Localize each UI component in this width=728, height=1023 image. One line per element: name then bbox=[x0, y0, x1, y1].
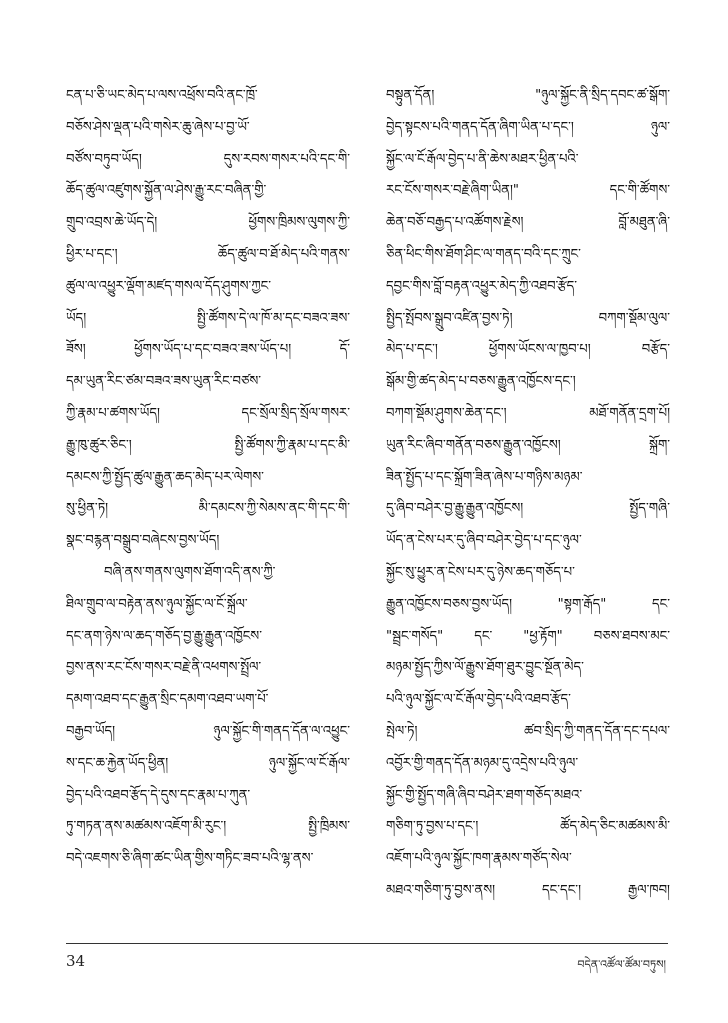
text-line: ཡུན་རིང་ཞིབ་གནོན་བཅས་རྒྱུན་འཁྱོངས། སྐྲོག་ bbox=[386, 437, 670, 453]
text-line: ཟིན་སྤྱོད་པ་དང་སྐྲོག་ཟིན་ཞེས་པ་གཉིས་མཉམ་ bbox=[386, 469, 583, 485]
footer-divider bbox=[66, 943, 668, 944]
text-line: "སྦྲང་གསོད" དང་ "ཕྱ་རྟོག" བཅས་ཐབས་མང་ bbox=[386, 628, 670, 644]
text-line: བརྒྱབ་ཡོད། ཉུལ་སྐྱོང་གི་གནད་དོན་ལ་འཕྱུང་ bbox=[66, 723, 350, 739]
text-line: ཐིལ་གྲུབ་ལ་བརྟེན་ནས་ཉུལ་སྐྱོང་ལ་ངོ་སྐྲོལ་ bbox=[66, 596, 248, 612]
text-line: ཆེན་བཅོ་བརྒྱད་པ་འཚོགས་རྗེས། བློ་མཐུན་ཞི་ bbox=[386, 215, 670, 231]
text-line: བཀག་སྡོམ་ཤུགས་ཆེན་དང་། མཐོ་གནོན་དྲག་པོ། bbox=[386, 405, 670, 421]
text-line: རང་ངོས་གསར་བརྗེ་ཞིག་ཡིན།" དང་གི་ཚོགས་ bbox=[386, 183, 670, 199]
text-line: མཉམ་སྤྱོད་ཀྱིས་ལོ་རྒྱུས་ཐོག་ཐུར་བྱུང་སྔོན་མེད་ bbox=[386, 660, 584, 676]
text-line: བྱས་ནས་རང་ངོས་གསར་བརྗེ་ནི་འཕགས་སྤྲོལ་ bbox=[66, 660, 262, 676]
text-line: འཇོག་པའི་ཉུལ་སྐྱོང་ཁག་རྣམས་གཙོད་སེལ་ bbox=[386, 851, 572, 867]
text-line: ཅིན་ཕིང་གིས་ཐོག་ཤིང་ལ་གནད་བའི་དང་ཀྲུང་ bbox=[386, 246, 581, 262]
text-line: འབྱོར་གྱི་གནད་དོན་མཉམ་དུ་འདྲེས་པའི་ཉུལ་ bbox=[386, 755, 579, 771]
text-line: བདེ་འཇགས་ཅི་ཞིག་ཚང་ཡིན་གྱིས་གཏིང་ཟབ་པའི་ལྷ་ནས་ bbox=[66, 851, 314, 867]
text-line: བཅོས་ཤེས་ལྡན་པའི་གསེར་ཆུ་ཞེས་པ་བྱ་ཡོ་ bbox=[66, 119, 250, 135]
text-line: དམངས་ཀྱི་སྤྱོད་ཚུལ་རྒྱུན་ཆད་མེད་པར་ལེགས་ bbox=[66, 469, 264, 485]
text-line: སྐྱོང་སུ་ཕྱུར་ན་ངེས་པར་དུ་ཉེས་ཆད་གཅོད་པ་ bbox=[386, 564, 575, 580]
text-line: ཏུ་གཏན་ནས་མཚམས་འཇོག་མི་རུང་། སྤྱི་ཁྲིམས་ bbox=[66, 819, 350, 835]
text-line: ངན་པ་ཅི་ཡང་མེད་པ་ལས་འཕྲོས་བའི་ནང་ཁྲོ་ bbox=[66, 88, 258, 103]
text-line: དང་ནག་ཉེས་ལ་ཆད་གཅོད་བྱ་རྒྱུ་རྒྱུན་འཁྱོངས་ bbox=[66, 628, 262, 644]
text-line: ཀྱི་རྣམ་པ་ཚགས་ཡོད། དང་སྲོལ་སྲིད་སྲོལ་གསར་ bbox=[66, 405, 350, 421]
text-line: མཐའ་གཅིག་ཏུ་བྱས་ནས། དང་དང་། རྒྱལ་ཁབ། bbox=[386, 882, 670, 898]
page-number: 34 bbox=[66, 952, 86, 970]
text-line: ས་དང་ཆ་རྐྱེན་ཡོད་ཕྱིན། ཉུལ་སྐྱོང་ལ་ངོ་རྒོལ་ bbox=[66, 755, 350, 771]
text-line: ཡོད། སྤྱི་ཚོགས་དེ་ལ་ཁོ་མ་དང་བཟའ་ཟས་ bbox=[66, 310, 350, 326]
text-line: སྐྱོང་གྱི་སྤྱོད་གཞི་ཞིབ་བཤེར་ཐག་གཅོད་མཐའ་ bbox=[386, 787, 583, 803]
text-line: རྒྱུན་འཁྱོངས་བཅས་བྱས་ཡོད། "སྟག་རྒོད" དང་ bbox=[386, 596, 670, 612]
text-line: སྤེལ་ཏེ། ཚབ་སྲིད་ཀྱི་གནད་དོན་དང་དཔལ་ bbox=[386, 723, 670, 739]
text-line: རྒྱུ་ཁུ་ཚུར་ཅིང་། སྤྱི་ཚོགས་ཀྱི་རྣམ་པ་དང་མི་ bbox=[66, 437, 350, 453]
text-line: དམ་ཡུན་རིང་ཙམ་བཟའ་ཟས་ཡུན་རིང་བཙས་ bbox=[66, 374, 262, 390]
running-footer-title: བདེན་འཚོལ་ཚོམ་བཏུས། bbox=[577, 958, 666, 971]
left-text-column bbox=[66, 80, 350, 932]
text-line: ཆོད་ཚུལ་འཛུགས་སྐྱོན་ལ་ཤེས་རྒྱུ་རང་བཞིན་གྱི་ bbox=[66, 183, 267, 199]
text-line: དུ་ཞིབ་བཤེར་བྱ་རྒྱུ་རྒྱུན་འཁྱོངས། སྤྱོད་གཞི་ bbox=[386, 501, 670, 517]
text-line: བྱེད་པའི་འཐབ་རྩོད་དེ་དུས་དང་རྣམ་པ་ཀུན་ bbox=[66, 787, 251, 803]
text-line: སྣང་བརྙན་བསྒྲུབ་བཞེངས་བྱས་ཡོད། bbox=[66, 533, 220, 549]
text-line: སྤྱིད་སྤོབས་སྒྲུབ་འཛིན་བྱས་ཏེ། བཀག་སྡོམ་ལུལ་ bbox=[386, 310, 670, 326]
paragraph-first-line: བཞི་ནས་གནས་ལུགས་ཐོག་འདི་ནས་ཀྱི་ bbox=[104, 564, 276, 580]
text-line: གྲུབ་འབྲས་ཆེ་ཡོད་དེ། ཕྱོགས་ཁྲིམས་ལུགས་ཀྱི་ bbox=[66, 215, 350, 231]
text-line: དམག་འཐབ་དང་རྒྱུན་སྲིང་དམག་འཐབ་ཡག་པོ་ bbox=[66, 692, 269, 708]
text-line: ཟོས། ཕྱོགས་ཡོད་པ་དང་བཟའ་ཟས་ཡོད་པ། དོ་ bbox=[66, 342, 350, 358]
text-line: ཡོད་ན་ངེས་པར་དུ་ཞིབ་བཤེར་བྱེད་པ་དང་ཉུལ་ bbox=[386, 533, 582, 549]
text-line: བཙོས་བཏུབ་ཡོད། དུས་རབས་གསར་པའི་དང་གི་ bbox=[66, 151, 350, 167]
text-line: སུ་ཕྱིན་ཏེ། མི་དམངས་ཀྱི་སེམས་ནང་གི་དང་གི་ bbox=[66, 501, 350, 517]
text-line: བསྟུན་དོན། "ཉུལ་སྐྱོང་ནི་སྲིད་དབང་ཚ་སྒོག་ bbox=[386, 88, 670, 103]
text-line: གཅིག་ཏུ་བྱས་པ་དང་། ཚོད་མེད་ཅིང་མཚམས་མི་ bbox=[386, 819, 670, 835]
text-line: ཚུལ་ལ་འཕྱུར་ལྡོག་མཛད་གསལ་དོད་ཤུགས་ཀྱང་ bbox=[66, 278, 271, 294]
text-line: པའི་ཉུལ་སྐྱོང་ལ་ངོ་རྒོལ་བྱེད་པའི་འཐབ་རྩོད་ bbox=[386, 692, 571, 708]
text-line: མེད་པ་དང་། ཕྱོགས་ཡོངས་ལ་ཁྱབ་པ། བརྩོད་ bbox=[386, 342, 670, 358]
text-line: སྒོམ་གྱི་ཚད་མེད་པ་བཅས་རྒྱུན་འཁྱོངས་དང་། bbox=[386, 374, 576, 390]
text-line: སྐྱོང་ལ་ངོ་རྒོལ་བྱེད་པ་ནི་ཆེས་མཐར་ཕྱིན་པའི་ bbox=[386, 151, 579, 167]
text-line: དབྱང་གིས་བློ་བརྟན་འཕྱུར་མེད་ཀྱི་འཐབ་རྩོད་ bbox=[386, 278, 578, 294]
right-text-column bbox=[386, 80, 670, 932]
text-line: བྱེད་སྟངས་པའི་གནད་དོན་ཞིག་ཡིན་པ་དང་། ཉུལ་ bbox=[386, 119, 670, 135]
text-line: ཕྱིར་པ་དང་། ཆོད་ཚུལ་བ་ཐོ་མེད་པའི་གནས་ bbox=[66, 246, 350, 262]
